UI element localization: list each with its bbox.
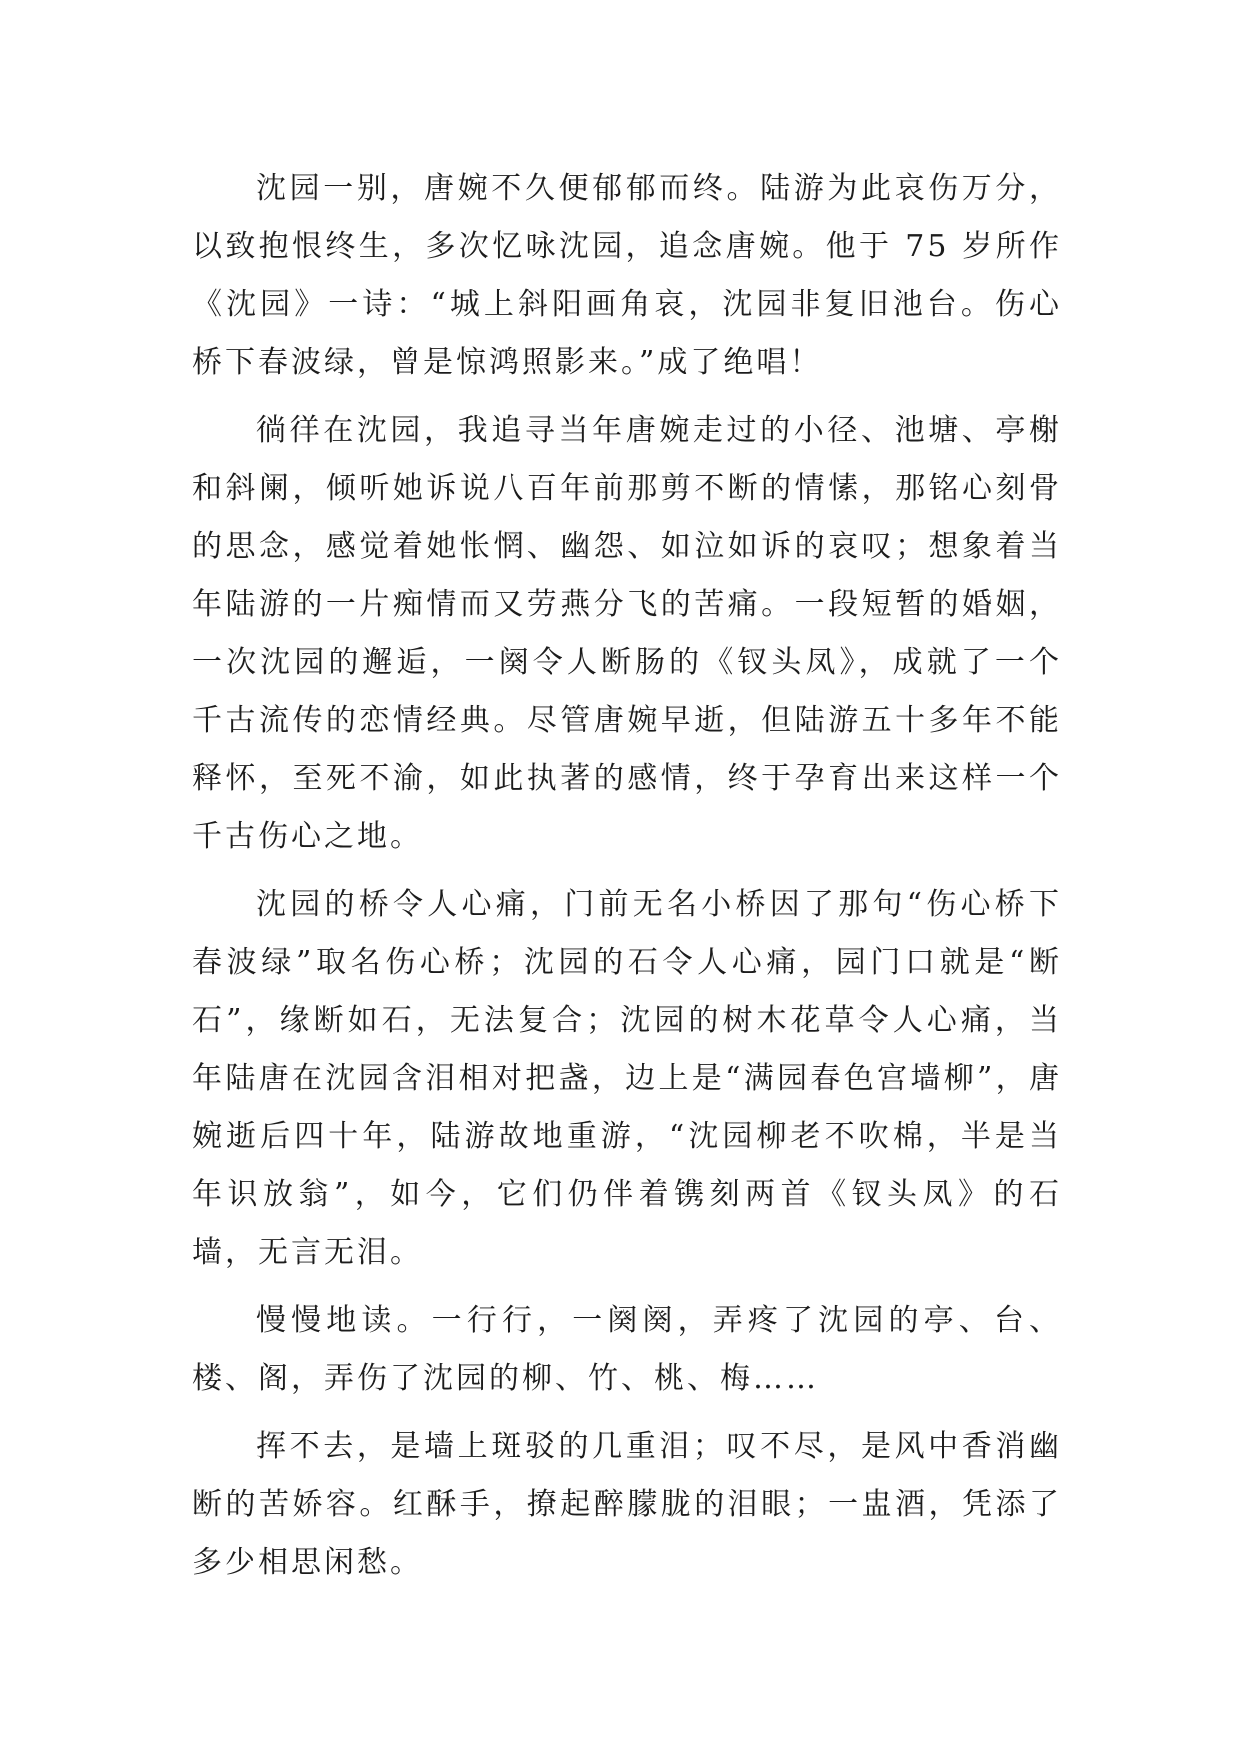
document-page — [192, 160, 1062, 1602]
paragraph: 挥不去，是墙上斑驳的几重泪；叹不尽，是风中香消幽断的苦娇容。红酥手，撩起醉朦胧的泪眼；一盅酒，凭添了多少相思闲愁。 — [192, 1429, 1062, 1580]
paragraph: 慢慢地读。一行行，一阕阕，弄疼了沈园的亭、台、楼、阁，弄伤了沈园的柳、竹、桃、梅…… — [192, 1303, 1062, 1396]
paragraph: 沈园的桥令人心痛，门前无名小桥因了那句“伤心桥下春波绿”取名伤心桥；沈园的石令人心痛，园门口就是“断石”，缘断如石，无法复合；沈园的树木花草令人心痛，当年陆唐在沈园含泪相对把盏，边上是“满园春色宫墙柳”，唐婉逝后四十年，陆游故地重游，“沈园柳老不吹棉，半是当年识放翁”，如今，它们仍伴着镌刻两首《钗头凤》的石墙，无言无泪。 — [192, 887, 1062, 1270]
paragraph: 徜徉在沈园，我追寻当年唐婉走过的小径、池塘、亭榭和斜阑，倾听她诉说八百年前那剪不断的情愫，那铭心刻骨的思念，感觉着她怅惘、幽怨、如泣如诉的哀叹；想象着当年陆游的一片痴情而又劳燕分飞的苦痛。一段短暂的婚姻，一次沈园的邂逅，一阕令人断肠的《钗头凤》，成就了一个千古流传的恋情经典。尽管唐婉早逝，但陆游五十多年不能释怀，至死不渝，如此执著的感情，终于孕育出来这样一个千古伤心之地。 — [192, 413, 1062, 854]
paragraph: 沈园一别，唐婉不久便郁郁而终。陆游为此哀伤万分，以致抱恨终生，多次忆咏沈园，追念唐婉。他于 75 岁所作《沈园》一诗：“城上斜阳画角哀，沈园非复旧池台。伤心桥下春波绿，曾是惊鸿照影来。”成了绝唱！ — [192, 171, 1062, 380]
